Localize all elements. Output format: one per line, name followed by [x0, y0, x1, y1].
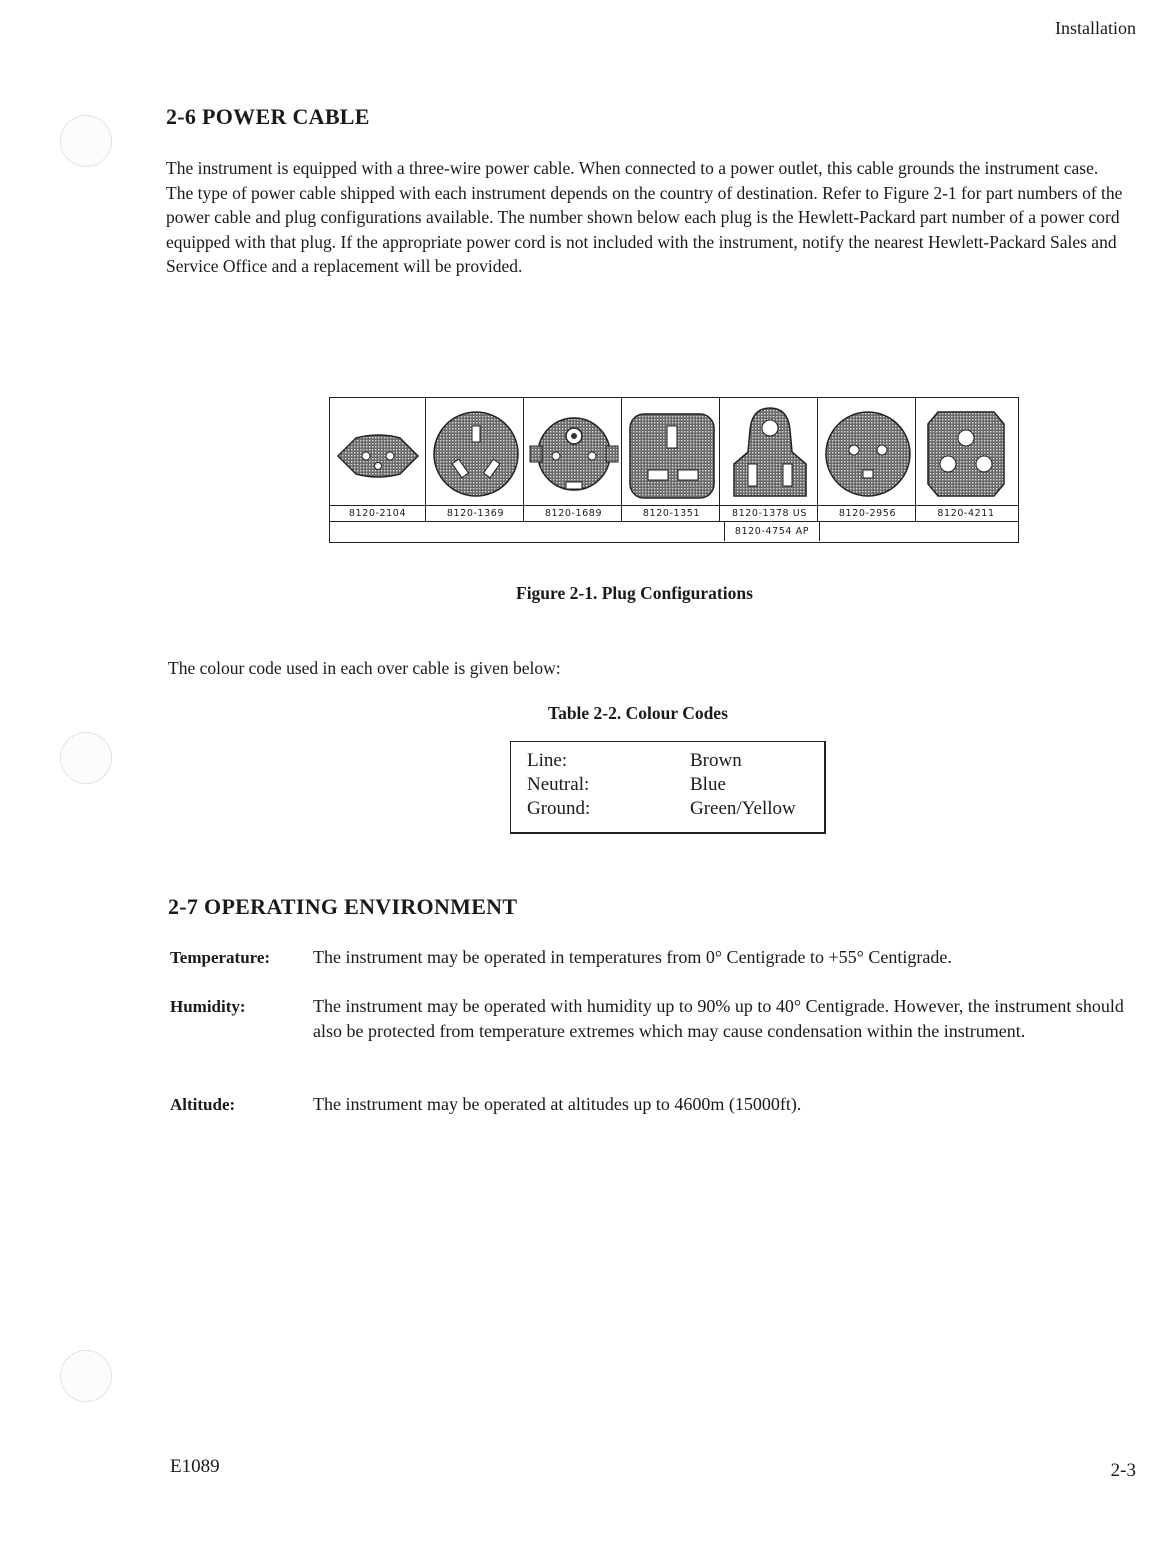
plug-cell-4: [624, 398, 720, 506]
env-label-humidity: Humidity:: [170, 997, 246, 1016]
plug-cell-7: [918, 398, 1014, 506]
part-number: 8120-1351: [624, 506, 720, 521]
header-label: Installation: [1055, 18, 1136, 38]
table-row-key: Ground:: [527, 798, 591, 819]
table-row-value: Blue: [690, 774, 726, 795]
part-number: 8120-2956: [820, 506, 916, 521]
env-text-temperature: The instrument may be operated in temperatures from 0° Centigrade to +55° Centigrade.: [313, 947, 952, 967]
env-label-temperature: Temperature:: [170, 948, 271, 967]
env-label-altitude: Altitude:: [170, 1095, 236, 1114]
section-heading-operating-environment: 2-7 OPERATING ENVIRONMENT: [168, 894, 518, 919]
plug-australia-icon: [428, 404, 524, 500]
plug-cell-3: [526, 398, 622, 506]
colour-intro: The colour code used in each over cable is given below:: [168, 658, 561, 678]
binder-hole-top: [60, 115, 112, 167]
part-number: 8120-2104: [330, 506, 426, 521]
power-cable-paragraph: The instrument is equipped with a three-wire power cable. When connected to a power outlet, this cable grounds the instrument case. The type of power cable shipped with each instrument depends on the country of destination. Refer to Figure 2-1 for part numbers of the power cable and plug configurations available. The number shown below each plug is the Hewlett-Packard part number of a power cord equipped with that plug. If the appropriate power cord is not included with the instrument, notify the nearest Hewlett-Packard Sales and Service Office and a replacement will be provided.: [166, 158, 1123, 276]
part-number-extra: 8120-4754 AP: [724, 522, 820, 541]
part-number-row: [330, 505, 1018, 522]
plug-cell-5: [722, 398, 818, 506]
plug-south-africa-icon: [918, 404, 1014, 500]
section-heading-power-cable: 2-6 POWER CABLE: [166, 104, 370, 129]
colour-codes-table: [510, 741, 826, 834]
part-number: 8120-1689: [526, 506, 622, 521]
plug-cell-1: [330, 398, 426, 506]
plug-europe-oval-icon: [330, 404, 426, 500]
part-number: 8120-1378 US: [722, 506, 818, 521]
plug-denmark-icon: [820, 404, 916, 500]
table-caption: Table 2-2. Colour Codes: [548, 703, 728, 723]
binder-hole-bottom: [60, 1350, 112, 1402]
table-row-key: Line:: [527, 750, 568, 771]
plug-cell-6: [820, 398, 916, 506]
env-text-altitude: The instrument may be operated at altitudes up to 4600m (15000ft).: [313, 1094, 802, 1114]
plug-us-icon: [722, 404, 818, 500]
table-row-value: Green/Yellow: [690, 798, 796, 819]
env-text-humidity: The instrument may be operated with humidity up to 90% up to 40° Centigrade. However, the instrument should also be protected from temperature extremes which may cause condensation within the instrument.: [313, 996, 1124, 1041]
figure-caption: Figure 2-1. Plug Configurations: [516, 583, 753, 603]
binder-hole-middle: [60, 732, 112, 784]
footer-page-number: 2-3: [1110, 1460, 1136, 1481]
plug-uk-icon: [624, 404, 720, 500]
table-row-value: Brown: [690, 750, 742, 771]
plug-switzerland-icon: [526, 404, 622, 500]
part-number: 8120-4211: [937, 508, 995, 519]
part-number: 8120-1369: [428, 506, 524, 521]
footer-doc-id: E1089: [170, 1456, 220, 1477]
table-row-key: Neutral:: [527, 774, 590, 795]
plug-cell-2: [428, 398, 524, 506]
plug-configurations-figure: [329, 397, 1019, 543]
